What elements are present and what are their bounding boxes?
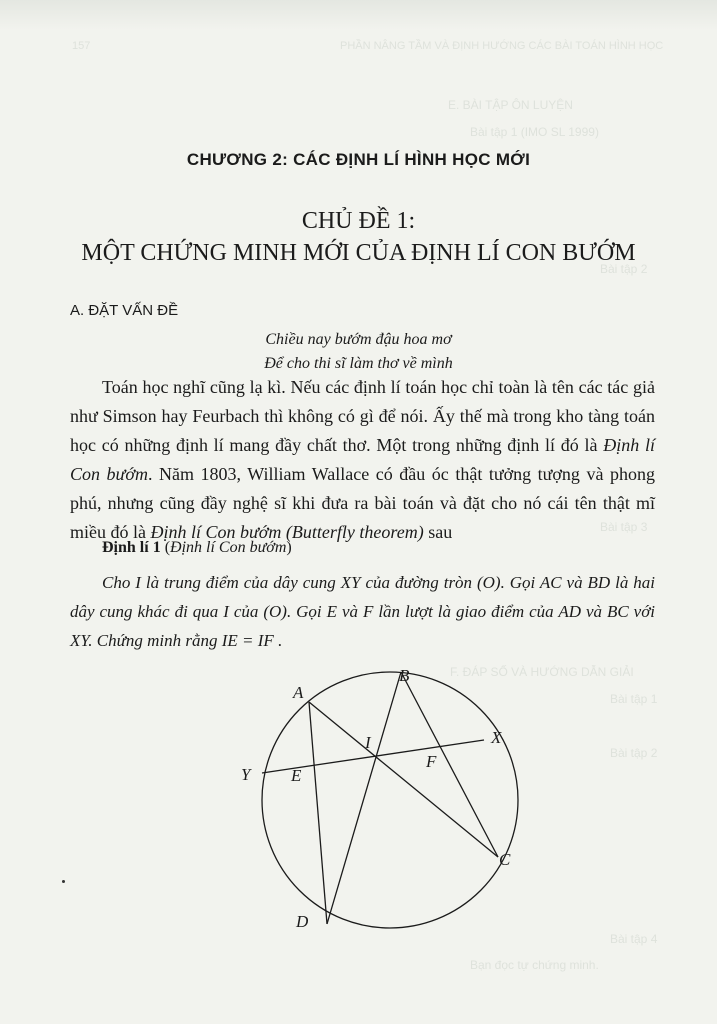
point-label-b: B [399, 666, 410, 685]
intro-emphasis: Định lí Con bướm [70, 435, 655, 484]
segment-ad [309, 702, 327, 924]
theorem-name: Định lí Con bướm [170, 539, 287, 556]
point-label-x: X [491, 728, 502, 747]
intro-text: sau [423, 522, 453, 542]
theorem-statement-text: Cho I là trung điểm của dây cung XY của đường tròn (O). Gọi AC và BD là hai dây cung khác đi qua I của (O). Gọi E và F lần lượt là giao điểm của AD và BC với XY. Chứng minh rằng IE = IF . [70, 573, 655, 650]
ink-speck [62, 880, 65, 883]
theorem-paren: ( [160, 539, 171, 556]
bleed-line: Bài tập 3 [600, 520, 648, 534]
bleed-line: F. ĐÁP SỐ VÀ HƯỚNG DẪN GIẢI [450, 665, 634, 679]
section-heading: A. ĐẶT VẤN ĐỀ [70, 302, 179, 319]
chord-bd [327, 672, 401, 924]
topic-label: CHỦ ĐỀ 1: [301, 208, 416, 234]
bleed-line: E. BÀI TẬP ÔN LUYỆN [448, 98, 573, 112]
bleed-running-header: PHẦN NÂNG TẦM VÀ ĐỊNH HƯỚNG CÁC BÀI TOÁN HÌNH HỌC [340, 40, 664, 52]
theorem-label: Định lí 1 [102, 539, 161, 556]
chapter-title: CHƯƠNG 2: CÁC ĐỊNH LÍ HÌNH HỌC MỚI [186, 150, 531, 169]
point-label-i: I [365, 733, 371, 752]
bleed-line: Bạn đọc tự chứng minh. [470, 958, 599, 972]
poem-line: Để cho thi sĩ làm thơ về mình [264, 355, 453, 372]
point-label-c: C [499, 850, 511, 869]
chord-ac [309, 702, 498, 857]
bleed-line: Bài tập 1 (IMO SL 1999) [470, 125, 599, 139]
bleed-line: Bài tập 2 [600, 262, 648, 276]
poem-line: Chiều nay bướm đậu hoa mơ [265, 331, 452, 348]
intro-text: . Năm 1803, William Wallace có đầu óc thật tưởng tượng và phong phú, nhưng cũng đầy nghệ sĩ khi đưa ra bài toán và đặt cho nó cái tên thật mĩ miều đó là [70, 464, 655, 542]
point-label-f: F [426, 752, 437, 771]
topic-title: MỘT CHỨNG MINH MỚI CỦA ĐỊNH LÍ CON BƯỚM [81, 240, 636, 266]
bleed-page-number: 157 [72, 40, 91, 52]
intro-emphasis: Định lí Con bướm (Butterfly theorem) [150, 522, 424, 542]
bleed-line: Bài tập 2 [610, 746, 658, 760]
point-label-a: A [293, 683, 304, 702]
intro-text: Toán học nghĩ cũng lạ kì. Nếu các định lí toán học chỉ toàn là tên các tác giả như Simson hay Feurbach thì không có gì để nói. Ấy thế mà trong kho tàng toán học có những định lí mang đầy chất thơ. Một trong những định lí đó là [70, 377, 655, 455]
point-label-y: Y [241, 765, 251, 784]
point-label-e: E [291, 766, 302, 785]
point-label-d: D [296, 912, 309, 931]
theorem-paren: ) [286, 539, 292, 556]
segment-bc [401, 672, 498, 857]
bleed-line: Bài tập 4 [610, 932, 658, 946]
bleed-line: Bài tập 1 [610, 692, 658, 706]
